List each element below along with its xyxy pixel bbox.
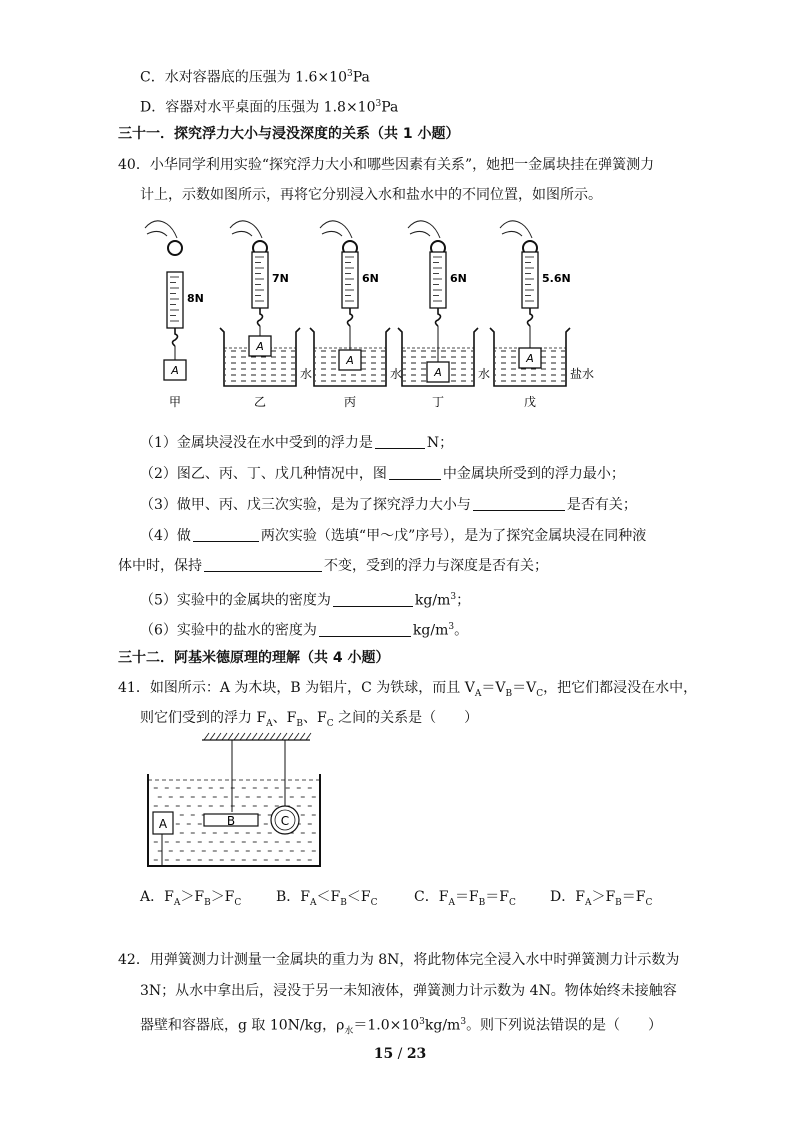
scale-reading: 8N xyxy=(187,292,204,305)
q40-sub4: （4）做 两次实验（选填“甲～戊”序号），是为了探究金属块浸在同种液 xyxy=(140,528,647,544)
label-a: A xyxy=(158,817,168,831)
q40-stem-line2: 计上，示数如图所示，再将它分别浸入水和盐水中的不同位置，如图所示。 xyxy=(140,187,602,203)
answer-blank[interactable] xyxy=(389,465,441,480)
setup-caption: 丙 xyxy=(343,395,357,409)
answer-blank[interactable] xyxy=(473,496,565,511)
answer-blank[interactable] xyxy=(375,434,425,449)
spring-scale-figure xyxy=(140,210,600,410)
answer-blank[interactable] xyxy=(333,592,413,607)
scale-reading: 7N xyxy=(272,272,289,285)
q39-option-d: D．容器对水平桌面的压强为 $1.8\times 10^3Pa$ xyxy=(140,99,399,116)
q41-option-b[interactable]: B．$F_A<F_B<F_C$ xyxy=(276,889,378,908)
answer-blank[interactable] xyxy=(204,557,322,572)
setup-caption: 甲 xyxy=(168,395,182,409)
answer-blank[interactable] xyxy=(319,622,411,637)
spring-scale-setup xyxy=(490,221,594,409)
label-b: B xyxy=(226,814,236,828)
q39-option-c: C．水对容器底的压强为 $1.6\times 10^3Pa$ xyxy=(140,69,370,86)
spring-scale-setup xyxy=(145,221,204,409)
section-32-title: 三十二．阿基米德原理的理解（共 4 小题） xyxy=(118,650,390,666)
q40-stem-line1: 40．小华同学利用实验“探究浮力大小和哪些因素有关系”，她把一金属块挂在弹簧测力 xyxy=(118,157,655,173)
spring-scale-setup xyxy=(398,221,490,409)
page-number: 15 / 23 xyxy=(373,1046,427,1062)
immersion-tank-figure xyxy=(140,730,330,870)
scale-reading: 6N xyxy=(362,272,379,285)
liquid-label: 水 xyxy=(478,367,491,381)
block-label: A xyxy=(171,364,179,377)
q40-sub5: （5）实验中的金属块的密度为 $kg/m^3$； xyxy=(140,592,471,609)
scale-reading: 6N xyxy=(450,272,467,285)
block-label: A xyxy=(526,352,534,365)
q41-stem-line2: 则它们受到的浮力 $F_A$、$F_B$、$F_C$ 之间的关系是（ ） xyxy=(140,710,479,729)
setup-caption: 戊 xyxy=(523,395,537,409)
spring-scale-setup xyxy=(220,221,312,409)
q41-option-a[interactable]: A．$F_A>F_B>F_C$ xyxy=(140,889,242,908)
setup-caption: 乙 xyxy=(253,395,267,409)
q42-line2: 3N；从水中拿出后，浸没于另一未知液体，弹簧测力计示数为 4N。物体始终未接触容 xyxy=(140,983,677,999)
q40-sub4-cont: 体中时，保持 不变，受到的浮力与深度是否有关； xyxy=(118,558,548,574)
q42-line1: 42．用弹簧测力计测量一金属块的重力为 8N，将此物体完全浸入水中时弹簧测力计示数为 xyxy=(118,952,680,968)
q40-sub2: （2）图乙、丙、丁、戊几种情况中，图 中金属块所受到的浮力最小； xyxy=(140,466,625,482)
q41-stem-line1: 41．如图所示：A 为木块，B 为铝片，C 为铁球，而且 $V_A=V_B=V_C$，把它们都浸没在水中， xyxy=(118,680,698,699)
spring-scale-setup xyxy=(310,221,402,409)
answer-blank[interactable] xyxy=(193,527,259,542)
block-label: A xyxy=(346,354,354,367)
scale-reading: 5.6N xyxy=(542,272,571,285)
setup-caption: 丁 xyxy=(431,395,445,409)
q40-sub1: （1）金属块浸没在水中受到的浮力是 N； xyxy=(140,435,454,451)
q42-line3: 器壁和容器底，g 取 10N/kg，$\rho_水=1.0\times 10^3kg/m^3$。则下列说法错误的是（ ） xyxy=(140,1017,663,1037)
q40-sub6: （6）实验中的盐水的密度为 $kg/m^3$。 xyxy=(140,622,469,639)
liquid-label: 盐水 xyxy=(570,367,595,381)
q40-sub3: （3）做甲、丙、戊三次实验，是为了探究浮力大小与 是否有关； xyxy=(140,497,637,513)
block-label: A xyxy=(256,340,264,353)
q41-option-c[interactable]: C．$F_A=F_B=F_C$ xyxy=(414,889,516,908)
block-label: A xyxy=(434,366,442,379)
liquid-label: 水 xyxy=(300,367,313,381)
q41-option-d[interactable]: D．$F_A>F_B=F_C$ xyxy=(550,889,653,908)
label-c: C xyxy=(280,814,290,828)
section-31-title: 三十一．探究浮力大小与浸没深度的关系（共 1 小题） xyxy=(118,126,460,142)
liquid-label: 水 xyxy=(390,367,403,381)
